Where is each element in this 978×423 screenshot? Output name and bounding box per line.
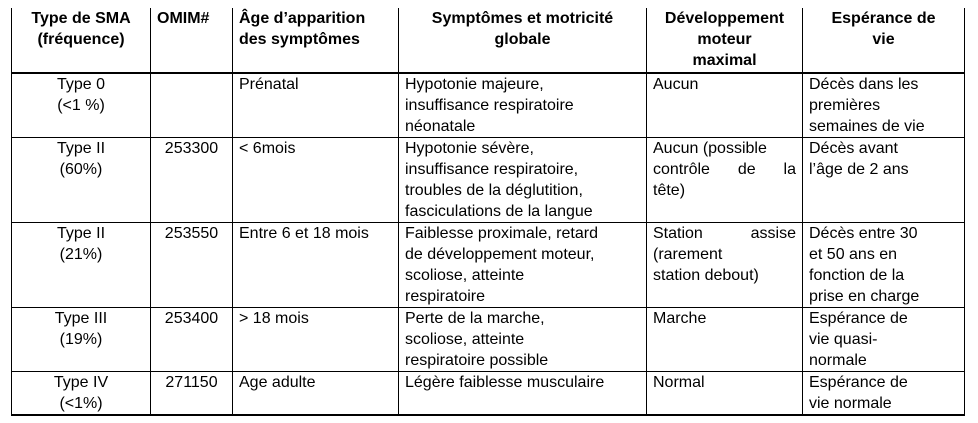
life-line: Décès dans les: [809, 76, 919, 93]
cell-symptoms: [399, 73, 647, 138]
cell-development: [647, 138, 803, 223]
cell-symptoms: [399, 223, 647, 308]
development-line: tête): [653, 182, 686, 199]
life-line: vie normale: [809, 395, 892, 412]
header-life-line: vie: [872, 31, 895, 48]
life-line: prise en charge: [809, 288, 920, 305]
cell-development: [647, 223, 803, 308]
header-symptoms: [399, 8, 647, 73]
type-frequency: (60%): [59, 161, 103, 178]
type-label: Type II: [56, 140, 106, 157]
header-development-line: maximal: [692, 52, 757, 69]
cell-omim: 253400: [151, 308, 233, 372]
header-omim: [151, 8, 233, 73]
cell-omim: [151, 73, 233, 138]
header-life-line: Espérance de: [831, 10, 936, 27]
life-line: normale: [809, 352, 867, 369]
development-line: Station assise: [653, 225, 796, 242]
type-label: Type 0: [56, 76, 106, 93]
symptoms-line: Hypotonie sévère,: [405, 140, 534, 157]
cell-onset: Age adulte: [233, 372, 399, 416]
symptoms-line: troubles de la déglutition,: [405, 182, 583, 199]
cell-type: [12, 223, 151, 308]
type-label: Type IV: [53, 374, 109, 391]
type-frequency: (<1 %): [57, 97, 105, 114]
symptoms-line: insuffisance respiratoire,: [405, 161, 579, 178]
cell-symptoms: [399, 308, 647, 372]
symptoms-line: insuffisance respiratoire: [405, 97, 574, 114]
header-omim-line: OMIM#: [157, 10, 210, 27]
header-onset: [233, 8, 399, 73]
cell-type: [12, 308, 151, 372]
table-row: [12, 372, 965, 416]
development-line: station debout): [653, 267, 759, 284]
symptoms-line: néonatale: [405, 118, 476, 135]
cell-life-expectancy: [803, 223, 965, 308]
table-row: [12, 308, 965, 372]
header-symptoms-line: Symptômes et motricité: [431, 10, 614, 27]
life-line: et 50 ans en: [809, 246, 898, 263]
cell-type: [12, 372, 151, 416]
symptoms-line: respiratoire possible: [405, 352, 549, 369]
symptoms-line: scoliose, atteinte: [405, 331, 525, 348]
cell-type: [12, 138, 151, 223]
cell-onset: Prénatal: [233, 73, 399, 138]
cell-onset: < 6mois: [233, 138, 399, 223]
header-development: [647, 8, 803, 73]
cell-life-expectancy: [803, 372, 965, 416]
symptoms-line: fasciculations de la langue: [405, 203, 593, 220]
header-development-line: Développement: [664, 10, 785, 27]
header-development-line: moteur: [697, 31, 752, 48]
table-row: [12, 138, 965, 223]
header-onset-line: Âge d’apparition: [239, 10, 366, 27]
life-line: fonction de la: [809, 267, 905, 284]
header-symptoms-line: globale: [494, 31, 551, 48]
life-line: Décès entre 30: [809, 225, 918, 242]
type-label: Type III: [54, 310, 108, 327]
symptoms-line: de développement moteur,: [405, 246, 595, 263]
cell-life-expectancy: [803, 138, 965, 223]
symptoms-line: Perte de la marche,: [405, 310, 545, 327]
type-frequency: (<1%): [59, 395, 103, 412]
life-line: l’âge de 2 ans: [809, 161, 909, 178]
sma-types-table: [11, 8, 965, 416]
symptoms-line: respiratoire: [405, 288, 486, 305]
life-line: premières: [809, 97, 881, 114]
development-line: contrôle de la: [653, 161, 796, 178]
development-line: (rarement: [653, 246, 723, 263]
type-frequency: (19%): [59, 331, 103, 348]
cell-type: [12, 73, 151, 138]
cell-onset: > 18 mois: [233, 308, 399, 372]
cell-life-expectancy: [803, 308, 965, 372]
development-line: Aucun (possible: [653, 140, 767, 157]
cell-life-expectancy: [803, 73, 965, 138]
table-row: [12, 73, 965, 138]
header-onset-line: des symptômes: [239, 31, 360, 48]
life-line: Espérance de: [809, 310, 908, 327]
cell-development: [647, 372, 803, 416]
symptoms-line: Faiblesse proximale, retard: [405, 225, 598, 242]
cell-development: [647, 73, 803, 138]
header-type: [12, 8, 151, 73]
symptoms-line: Légère faiblesse musculaire: [405, 374, 605, 391]
cell-symptoms: [399, 138, 647, 223]
development-line: Aucun: [653, 76, 699, 93]
cell-symptoms: [399, 372, 647, 416]
cell-omim: 253550: [151, 223, 233, 308]
symptoms-line: scoliose, atteinte: [405, 267, 525, 284]
type-frequency: (21%): [59, 246, 103, 263]
header-life-expectancy: [803, 8, 965, 73]
symptoms-line: Hypotonie majeure,: [405, 76, 544, 93]
development-line: Normal: [653, 374, 705, 391]
development-line: Marche: [653, 310, 707, 327]
life-line: vie quasi-: [809, 331, 878, 348]
life-line: Décès avant: [809, 140, 898, 157]
cell-omim: 271150: [151, 372, 233, 416]
table-row: [12, 223, 965, 308]
header-type-line: Type de SMA: [31, 10, 131, 27]
header-row: [12, 8, 965, 73]
cell-development: [647, 308, 803, 372]
life-line: Espérance de: [809, 374, 908, 391]
cell-omim: 253300: [151, 138, 233, 223]
cell-onset: Entre 6 et 18 mois: [233, 223, 399, 308]
life-line: semaines de vie: [809, 118, 925, 135]
header-type-line: (fréquence): [37, 31, 125, 48]
type-label: Type II: [56, 225, 106, 242]
